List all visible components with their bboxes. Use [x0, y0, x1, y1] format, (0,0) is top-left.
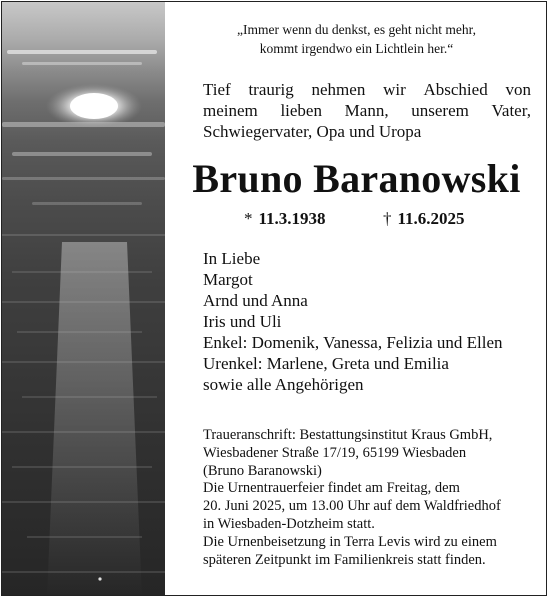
- mourner-line: Enkel: Domenik, Vanessa, Felizia und Ellen: [203, 333, 503, 352]
- intro-word: traurig: [248, 80, 294, 99]
- mourner-line: sowie alle Angehörigen: [203, 375, 364, 394]
- notice-line: Wiesbadener Straße 17/19, 65199 Wiesbaden: [203, 444, 467, 461]
- obituary-frame: [1, 1, 547, 596]
- mourner-line: Arnd und Anna: [203, 291, 308, 310]
- birth-date-group: [244, 209, 326, 229]
- birth-star-icon: *: [244, 209, 253, 228]
- intro-line-3: Schwiegervater, Opa und Uropa: [203, 122, 422, 141]
- intro-word: nehmen: [311, 80, 366, 99]
- notice-line: 20. Juni 2025, um 13.00 Uhr auf dem Waldfriedhof: [203, 498, 501, 515]
- death-date: 11.6.2025: [397, 209, 465, 228]
- intro-word: wir: [383, 80, 406, 99]
- funeral-notice: [203, 427, 543, 569]
- mourner-line: Margot: [203, 270, 253, 289]
- intro-word: Tief: [203, 80, 231, 99]
- intro-word: Vater,: [491, 101, 531, 120]
- sunset-sea-illustration: [2, 2, 165, 596]
- memorial-quote: [165, 20, 547, 58]
- mourner-line: Urenkel: Marlene, Greta und Emilia: [203, 354, 449, 373]
- intro-word: unserem: [411, 101, 469, 120]
- mourner-line: In Liebe: [203, 249, 261, 268]
- death-cross-icon: †: [383, 209, 392, 228]
- birth-date: 11.3.1938: [258, 209, 326, 228]
- notice-line: Traueranschrift: Bestattungsinstitut Kraus GmbH,: [203, 427, 493, 443]
- intro-word: lieben: [280, 101, 322, 120]
- death-date-group: [383, 209, 465, 229]
- intro-word: von: [505, 80, 531, 99]
- sunset-sea-photo: [2, 2, 165, 596]
- quote-line-2: kommt irgendwo ein Lichtlein her.“: [259, 41, 454, 56]
- quote-line-1: „Immer wenn du denkst, es geht nicht mehr,: [236, 22, 477, 37]
- intro-word: Abschied: [423, 80, 488, 99]
- intro-word: Mann,: [344, 101, 389, 120]
- notice-line: späteren Zeitpunkt im Familienkreis statt finden.: [203, 551, 486, 568]
- intro-line-1: [203, 79, 531, 100]
- notice-line: Die Urnentrauerfeier findet am Freitag, dem: [203, 480, 460, 497]
- notice-line: (Bruno Baranowski): [203, 462, 322, 479]
- intro-word: meinem: [203, 101, 258, 120]
- mourners-list: [203, 248, 543, 395]
- farewell-intro: [203, 79, 531, 142]
- notice-line: in Wiesbaden-Dotzheim statt.: [203, 515, 375, 532]
- obituary-text-column: [165, 2, 547, 596]
- deceased-name: Bruno Baranowski: [192, 156, 521, 201]
- mourner-line: Iris und Uli: [203, 312, 282, 331]
- boat-dot: [98, 577, 101, 580]
- notice-line: Die Urnenbeisetzung in Terra Levis wird zu einem: [203, 533, 497, 550]
- intro-line-2: [203, 100, 531, 121]
